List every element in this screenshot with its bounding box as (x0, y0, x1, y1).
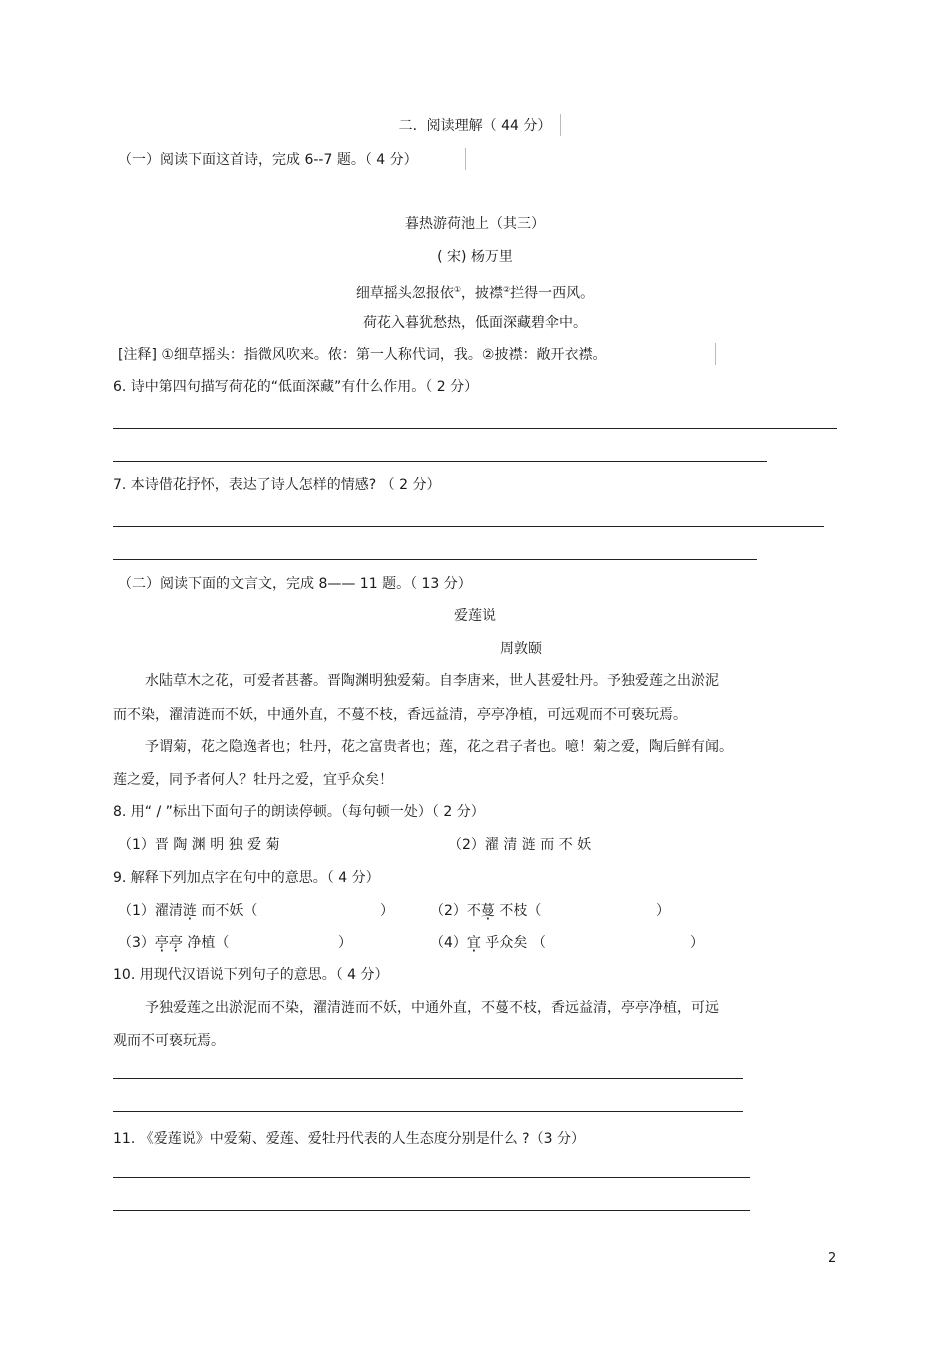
poem-heading: （一）阅读下面这首诗，完成 6--7 题。（ 4 分） (118, 152, 418, 168)
dotted-char: 亭 (168, 935, 183, 951)
prose-p1-line2: 而不染，濯清涟而不妖，中通外直，不蔓不枝，香远益清，亭亭净植，可远观而不可亵玩焉。 (113, 707, 687, 723)
question-11: 11. 《爱莲说》中爱菊、爱莲、爱牡丹代表的人生态度分别是什么 ?（3 分） (113, 1131, 585, 1147)
question-7: 7. 本诗借花抒怀，表达了诗人怎样的情感? （ 2 分） (113, 477, 441, 493)
poem-line-1: 细草摇头忽报依①，披襟②拦得一西风。 (355, 285, 595, 302)
answer-line[interactable] (113, 1078, 743, 1079)
question-9-4: （4）宜 乎众矣 （ (430, 935, 546, 951)
prose-author: 周敦颐 (500, 641, 542, 657)
question-10-text-1: 予独爱莲之出淤泥而不染，濯清涟而不妖，中通外直，不蔓不枝，香远益清，亭亭净植，可远 (145, 1000, 719, 1016)
divider (465, 148, 466, 170)
answer-line[interactable] (113, 526, 824, 527)
poem-author: ( 宋) 杨万里 (437, 249, 513, 265)
question-8: 8. 用“ / ”标出下面句子的朗读停顿。（每句顿一处）（ 2 分） (113, 804, 485, 820)
question-10-text-2: 观而不可亵玩焉。 (113, 1033, 225, 1049)
divider (715, 343, 716, 365)
dotted-char: 蔓 (480, 903, 495, 919)
footnote-marker: ② (503, 285, 511, 294)
close-paren: ） (380, 903, 394, 919)
section-title: 二．阅读理解（ 44 分） (398, 118, 552, 134)
question-9-2: （2）不蔓 不枝（ (430, 903, 542, 919)
close-paren: ） (656, 903, 670, 919)
close-paren: ） (690, 935, 704, 951)
poem-title: 暮热游荷池上（其三） (405, 216, 545, 232)
page-number: 2 (828, 1251, 837, 1266)
dotted-char: 宜 (466, 935, 481, 951)
question-10: 10. 用现代汉语说下列句子的意思。（ 4 分） (113, 967, 389, 983)
divider (560, 114, 561, 136)
answer-line[interactable] (113, 1111, 743, 1112)
question-8-2: （2）濯 清 涟 而 不 妖 (448, 837, 592, 853)
question-9-1: （1）濯清涟 而不妖（ (118, 903, 258, 919)
answer-line[interactable] (113, 1210, 750, 1211)
answer-line[interactable] (113, 428, 837, 429)
prose-heading: （二）阅读下面的文言文，完成 8—— 11 题。（ 13 分） (118, 576, 472, 592)
prose-p2-line2: 莲之爱，同予者何人？牡丹之爱，宜乎众矣！ (113, 772, 393, 788)
dotted-char: 涟 (182, 903, 197, 919)
prose-p2-line1: 予谓菊，花之隐逸者也；牡丹，花之富贵者也；莲，花之君子者也。噫！菊之爱，陶后鲜有闻。 (145, 739, 733, 755)
answer-line[interactable] (113, 1177, 750, 1178)
answer-line[interactable] (113, 559, 757, 560)
prose-p1-line1: 水陆草木之花，可爱者甚蕃。晋陶渊明独爱菊。自李唐来，世人甚爱牡丹。予独爱莲之出淤泥 (145, 673, 719, 689)
dotted-char: 亭 (154, 935, 169, 951)
question-9-3: （3）亭亭 净植（ (118, 935, 230, 951)
prose-title: 爱莲说 (454, 608, 496, 624)
question-9: 9. 解释下列加点字在句中的意思。（ 4 分） (113, 870, 380, 886)
footnote-marker: ① (453, 285, 461, 294)
close-paren: ） (338, 935, 352, 951)
poem-line-2: 荷花入暮犹愁热，低面深藏碧伞中。 (363, 315, 587, 331)
question-8-1: （1）晋 陶 渊 明 独 爱 菊 (118, 837, 280, 853)
answer-line[interactable] (113, 461, 767, 462)
question-6: 6. 诗中第四句描写荷花的“低面深藏”有什么作用。（ 2 分） (113, 379, 479, 395)
poem-note: [注释] ①细草摇头：指微风吹来。侬：第一人称代词，我。②披襟：敞开衣襟。 (118, 347, 607, 363)
